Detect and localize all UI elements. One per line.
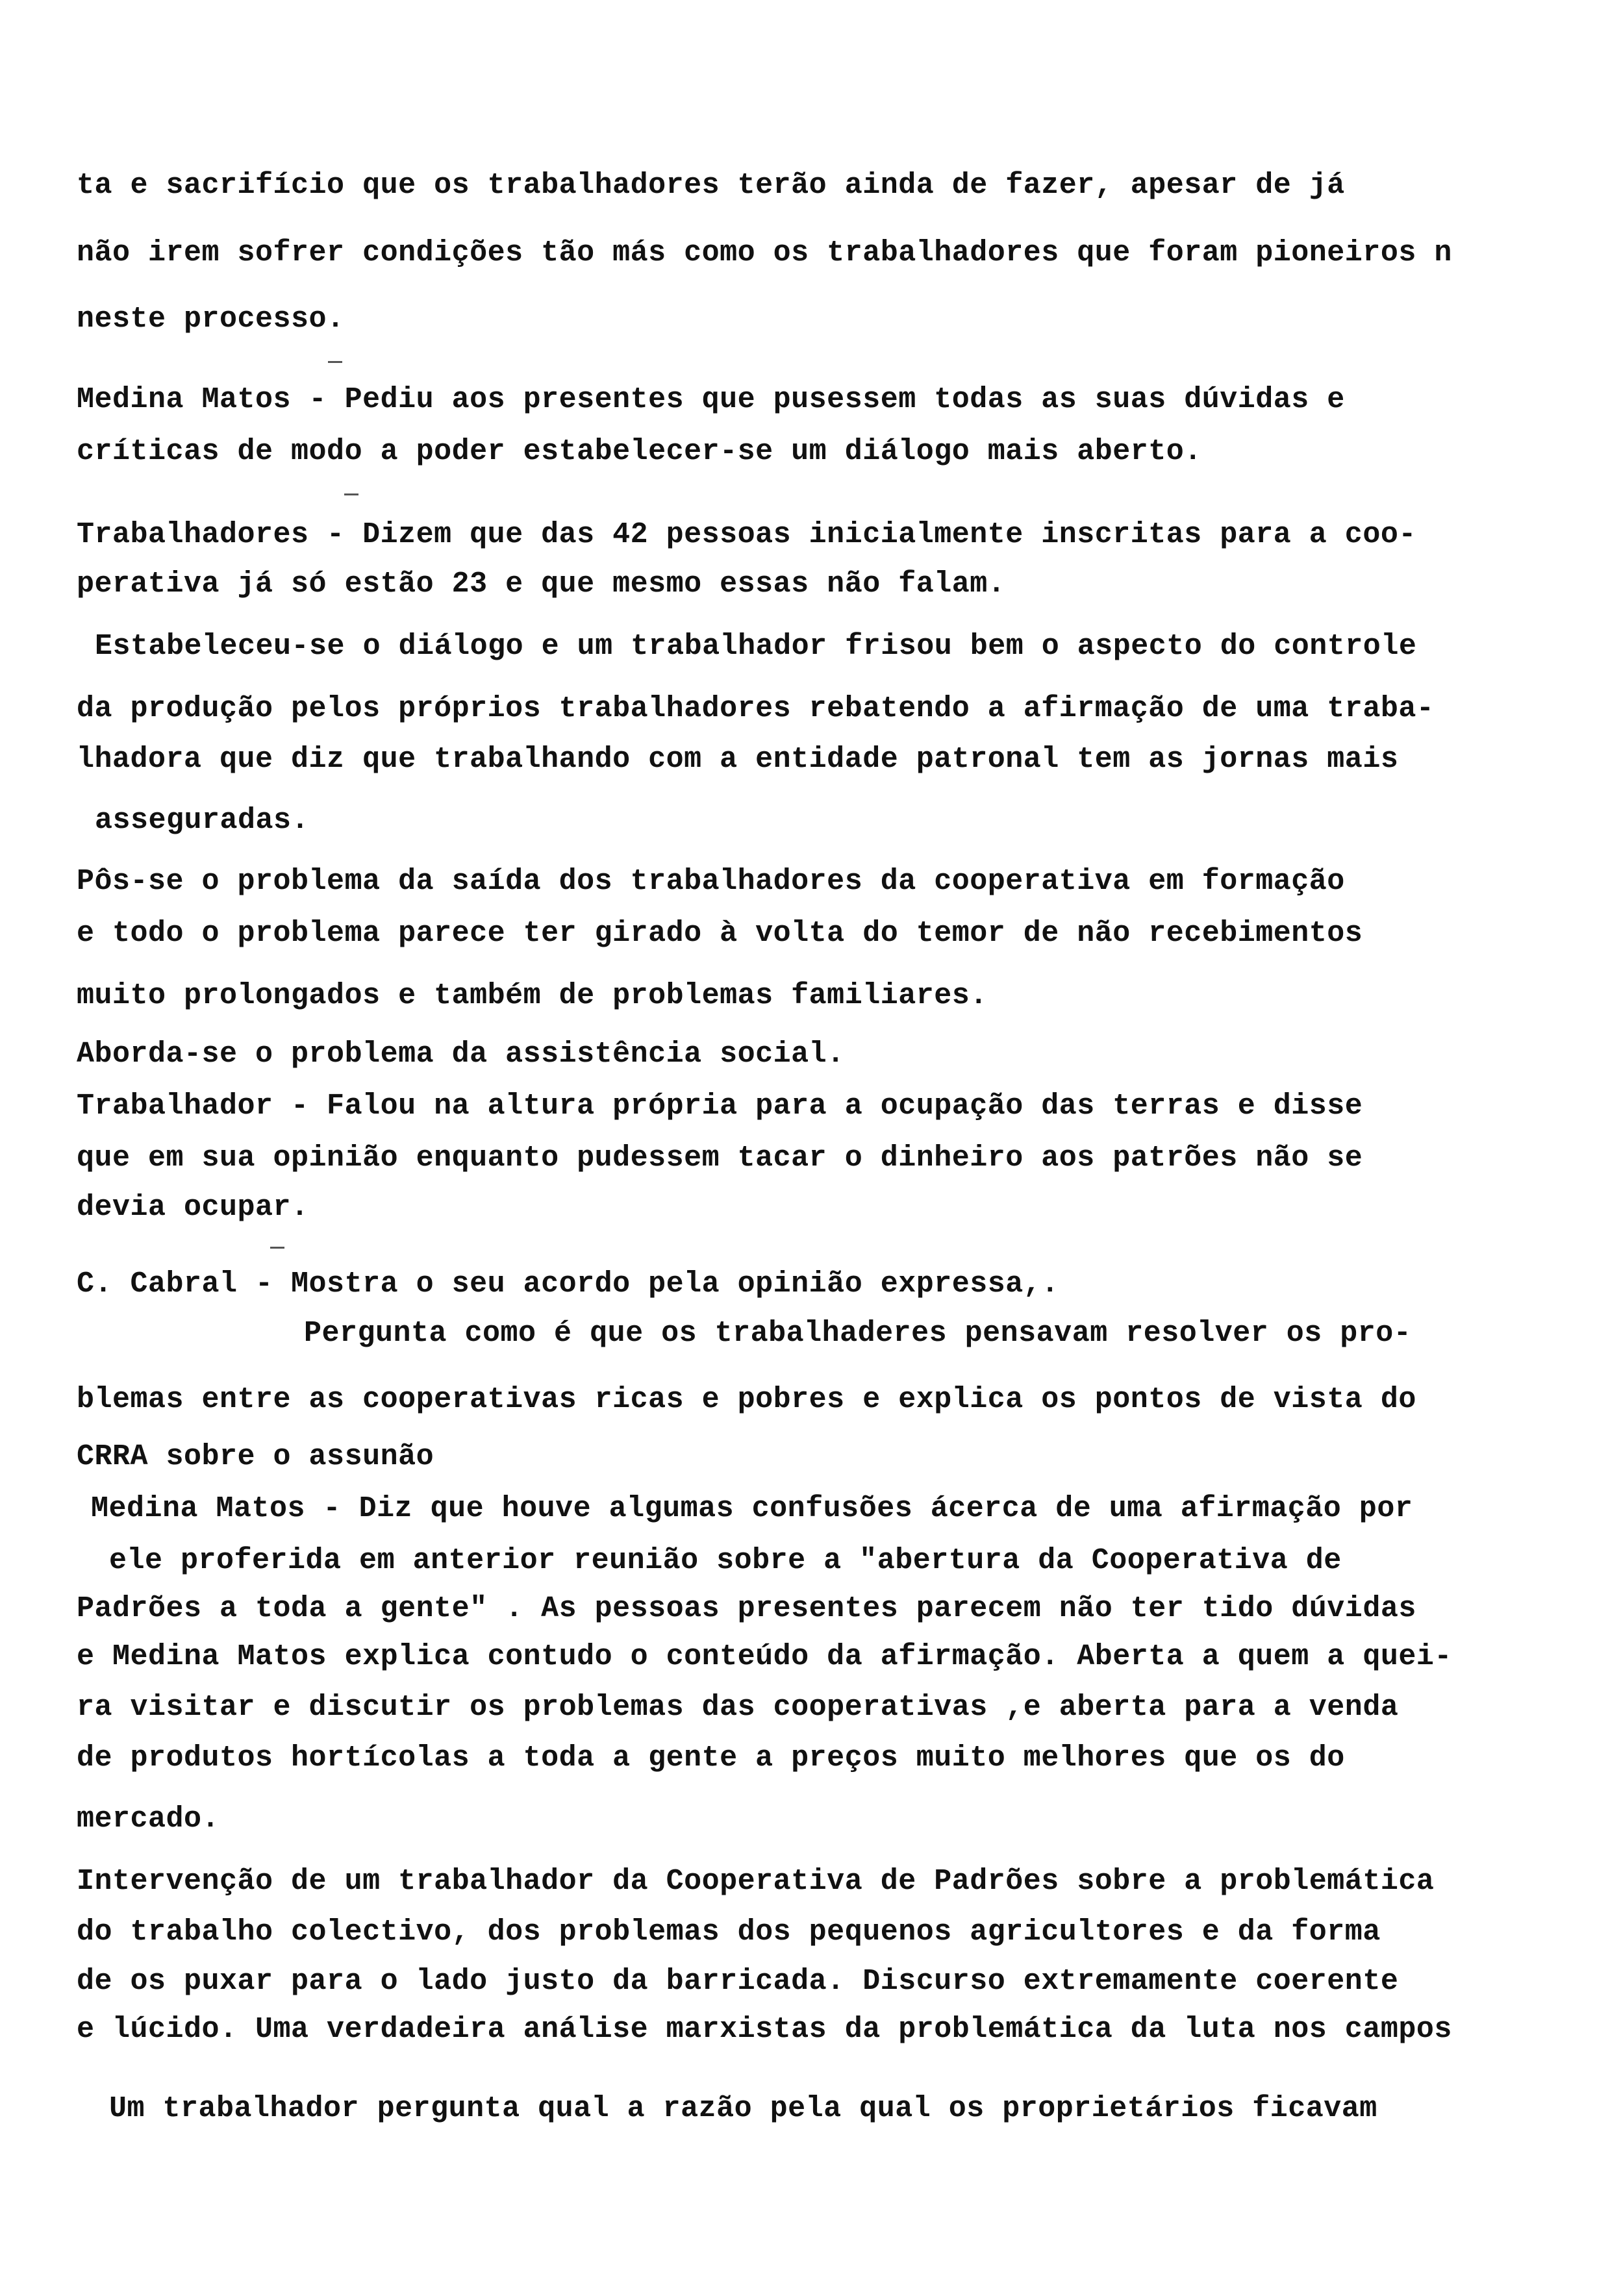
text-line: devia ocupar.: [77, 1191, 309, 1224]
text-line: Pergunta como é que os trabalhaderes pensavam resolver os pro-: [304, 1317, 1412, 1350]
text-line: de os puxar para o lado justo da barricada. Discurso extremamente coerente: [77, 1965, 1399, 1998]
text-line: Trabalhador - Falou na altura própria para a ocupação das terras e disse: [77, 1090, 1363, 1123]
text-line: Padrões a toda a gente" . As pessoas presentes parecem não ter tido dúvidas: [77, 1592, 1416, 1625]
text-line: mercado.: [77, 1803, 220, 1836]
text-line: Intervenção de um trabalhador da Cooperativa de Padrões sobre a problemática: [77, 1865, 1435, 1898]
text-line: de produtos hortícolas a toda a gente a preços muito melhores que os do: [77, 1741, 1345, 1775]
text-line: críticas de modo a poder estabelecer-se um diálogo mais aberto.: [77, 435, 1202, 468]
ink-mark: [328, 361, 342, 363]
text-line: Aborda-se o problema da assistência social.: [77, 1038, 845, 1071]
text-line: asseguradas.: [95, 804, 310, 837]
text-line: e Medina Matos explica contudo o conteúdo da afirmação. Aberta a quem a quei-: [77, 1640, 1452, 1673]
text-line: muito prolongados e também de problemas familiares.: [77, 979, 988, 1012]
text-line: ele proferida em anterior reunião sobre a "abertura da Cooperativa de: [109, 1544, 1342, 1577]
text-line: não irem sofrer condições tão más como os trabalhadores que foram pioneiros n: [77, 236, 1452, 269]
text-line: ta e sacrifício que os trabalhadores terão ainda de fazer, apesar de já: [77, 169, 1345, 202]
text-line: C. Cabral - Mostra o seu acordo pela opinião expressa,.: [77, 1267, 1059, 1301]
text-line: Estabeleceu-se o diálogo e um trabalhador frisou bem o aspecto do controle: [95, 630, 1417, 663]
text-line: lhadora que diz que trabalhando com a entidade patronal tem as jornas mais: [77, 743, 1399, 776]
text-line: neste processo.: [77, 303, 345, 336]
ink-mark: [344, 493, 358, 495]
text-line: e lúcido. Uma verdadeira análise marxistas da problemática da luta nos campos: [77, 2013, 1452, 2046]
text-line: que em sua opinião enquanto pudessem tacar o dinheiro aos patrões não se: [77, 1142, 1363, 1175]
text-line: Medina Matos - Diz que houve algumas confusões ácerca de uma afirmação por: [91, 1492, 1413, 1525]
text-line: Um trabalhador pergunta qual a razão pela qual os proprietários ficavam: [109, 2092, 1377, 2125]
text-line: blemas entre as cooperativas ricas e pobres e explica os pontos de vista do: [77, 1383, 1416, 1416]
text-line: perativa já só estão 23 e que mesmo essas não falam.: [77, 568, 1006, 601]
text-line: Medina Matos - Pediu aos presentes que pusessem todas as suas dúvidas e: [77, 383, 1345, 416]
text-line: do trabalho colectivo, dos problemas dos pequenos agricultores e da forma: [77, 1915, 1381, 1949]
text-line: da produção pelos próprios trabalhadores rebatendo a afirmação de uma traba-: [77, 692, 1435, 725]
text-line: Trabalhadores - Dizem que das 42 pessoas inicialmente inscritas para a coo-: [77, 518, 1416, 551]
ink-mark: [270, 1247, 284, 1249]
text-line: e todo o problema parece ter girado à volta do temor de não recebimentos: [77, 917, 1363, 950]
text-line: ra visitar e discutir os problemas das cooperativas ,e aberta para a venda: [77, 1691, 1399, 1724]
text-line: CRRA sobre o assunão: [77, 1440, 434, 1473]
text-line: Pôs-se o problema da saída dos trabalhadores da cooperativa em formação: [77, 865, 1345, 898]
